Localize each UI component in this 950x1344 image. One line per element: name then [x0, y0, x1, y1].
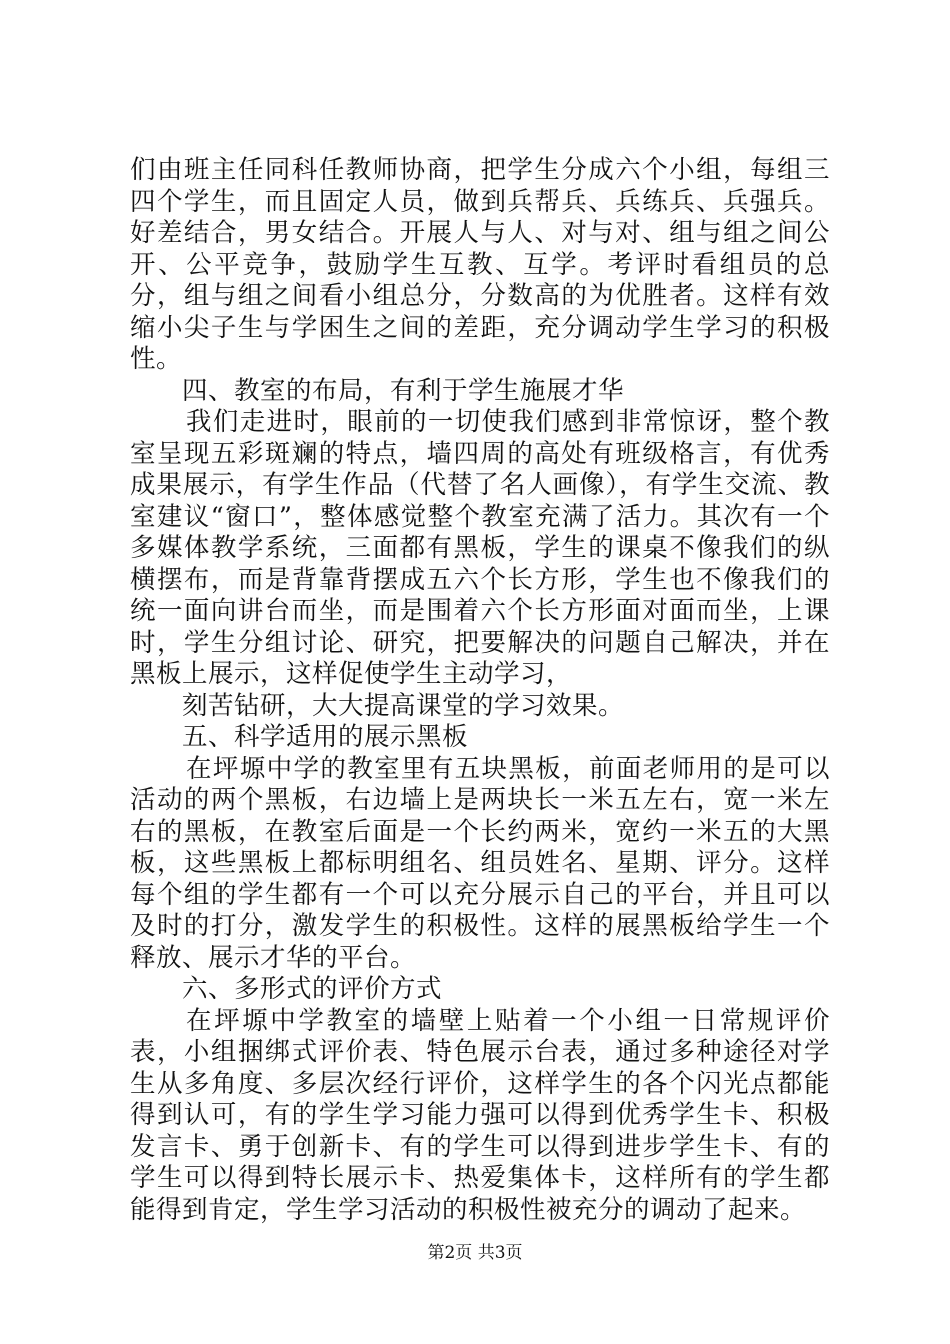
paragraph-blackboards: 在坪塬中学的教室里有五块黑板，前面老师用的是可以活动的两个黑板，右边墙上是两块长一米五左右，宽一米左右的黑板，在教室后面是一个长约两米，宽约一米五的大黑板，这些黑板上都标明组名、组员姓名、星期、评分。这样每个组的学生都有一个可以充分展示自己的平台，并且可以及时的打分，激发学生的积极性。这样的展黑板给学生一个释放、展示才华的平台。: [130, 753, 830, 973]
paragraph-classroom-layout: 我们走进时，眼前的一切使我们感到非常惊讶，整个教室呈现五彩斑斓的特点，墙四周的高处有班级格言，有优秀成果展示，有学生作品（代替了名人画像），有学生交流、教室建议“窗口”，整体感觉整个教室充满了活力。其次有一个多媒体教学系统，三面都有黑板，学生的课桌不像我们的纵横摆布，而是背靠背摆成五六个长方形，学生也不像我们的统一面向讲台而坐，而是围着六个长方形面对面而坐，上课时，学生分组讨论、研究，把要解决的问题自己解决，并在黑板上展示，这样促使学生主动学习，: [130, 407, 830, 689]
paragraph-continuation: 们由班主任同科任教师协商，把学生分成六个小组，每组三四个学生，而且固定人员，做到兵帮兵、兵练兵、兵强兵。好差结合，男女结合。开展人与人、对与对、组与组之间公开、公平竞争，鼓励学生互教、互学。考评时看组员的总分，组与组之间看小组总分，分数高的为优胜者。这样有效缩小尖子生与学困生之间的差距，充分调动学生学习的积极性。: [130, 155, 830, 374]
section-heading-five: 五、科学适用的展示黑板: [182, 722, 469, 752]
section-heading-six: 六、多形式的评价方式: [182, 974, 443, 1004]
document-body: [130, 155, 830, 1226]
page-number-footer: 第2页 共3页: [427, 1243, 523, 1263]
section-heading-four: 四、教室的布局，有利于学生施展才华: [182, 375, 625, 406]
paragraph-classroom-layout-end: 刻苦钻研，大大提高课堂的学习效果。: [182, 690, 625, 721]
paragraph-evaluation: 在坪塬中学教室的墙壁上贴着一个小组一日常规评价表，小组捆绑式评价表、特色展示台表，通过多种途径对学生从多角度、多层次经行评价，这样学生的各个闪光点都能得到认可，有的学生学习能力强可以得到优秀学生卡、积极发言卡、勇于创新卡、有的学生可以得到进步学生卡、有的学生可以得到特长展示卡、热爱集体卡，这样所有的学生都能得到肯定，学生学习活动的积极性被充分的调动了起来。: [130, 1005, 830, 1225]
